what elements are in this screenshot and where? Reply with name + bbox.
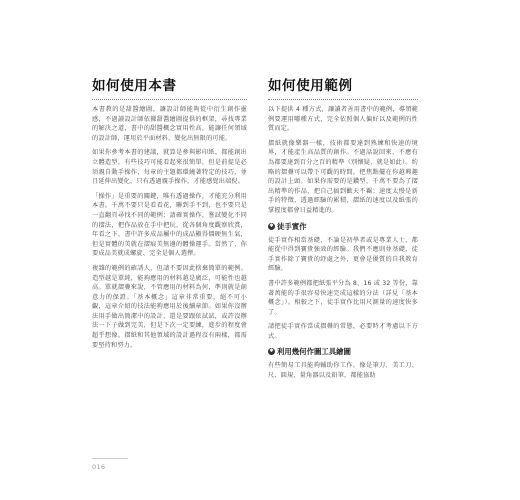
subsection-title-geometry: 利用幾何作圖工具繪圖 (277, 347, 351, 357)
freehand-paragraph-1: 徒手實作相當基礎，不論是初學者或是專業人士，都能從中得到寶貴強效的經驗。我們不應則並基礎，徒手實作除了寶貴的紓處之外，更會是優質的自我教育經驗。 (268, 236, 418, 273)
left-paragraph-1: 本書教的是甜醬繪圖，讓設計師能夠從中衍生創作靈感，不過讀設計師依據甜醬繪圖提供的框架，尋找專業的解決之道，書中的甜醬概念實用性高，能讓任何領域的設計師，運用於平面材料、變化出無限的可能。 (92, 106, 247, 142)
left-paragraph-3: 「操作」是重要的關鍵，唯有透過操作，才能充分利用本書。千萬不要只是看看花，聯到手不到，也不要只是一直翻頁尋找不同的範例；請確實操作，嘗試變化不同的摺法，把作品放在手中把玩，從各個角度觀察欣賞，年看之下，書中許多成品屬中的成品顯得僵硬無生氣，但是實體的美就在摺痕美無邊的體操運手。當然了，你要成品美就成螺旋、完全是個人選擇。 (92, 192, 247, 258)
freehand-paragraph-3: 請把徒手實作當成摺疊的常態，必要時才考慮以下方式。 (268, 323, 418, 340)
subsection-heading-freehand (268, 221, 418, 232)
bullet-gear-icon: ✱ (269, 348, 274, 355)
bullet-gear-icon: ✱ (269, 222, 274, 229)
right-heading-rule (268, 99, 418, 100)
left-paragraph-4: 複雜的範例的確誘人，但請不要因此捨棄簡單的範例。造型越是單純，能夠應用的材料越是廣泛，可能性也越高。單就摺疊來說，不管應用的材料為何，準則就是創意力的保證。「基本概念」這章非常重要，絕不可小覷，這章介紹的技法能夠應用於後續章節。如果你沒辦法用手做出簡潔中的設計，還是要跟依試試，或許沒辦法一下子做到完美，但是下次一定要練，進步的程度會超乎想像。摺紙和其他領域的設計過程沒有兩樣，都需要堅持和努力。 (92, 264, 247, 349)
page-number-rule (92, 458, 128, 459)
right-column (268, 76, 418, 386)
right-paragraph-2: 摺紙就像樂器一樣，技術都要達到熟練和快速的境界，才能產生高品質的創作。不過話說回來，不應有為都要達到百分之百的精準（別懷疑，就是如此）。約略的摺疊可以帶下可觀的時間，把焦點擺在你越興趣的設計上頭。如果你需要的是鑽型，千萬不要為了摺出精準的作品，把自己搞到歡天不羈；速度太慢是新手的特徵，透過經驗的累積，摺紙的速度以及紙張的掌握度都會日益精進的。 (268, 139, 418, 214)
subsection-title-freehand: 徒手實作 (277, 221, 307, 231)
left-column (92, 76, 247, 355)
left-heading: 如何使用本書 (92, 78, 177, 94)
right-paragraph-1: 以下提供 4 種方式，讓讀者善用書中的範例，導領範例要運用哪種方式，完全依照個人偏好以及範例的性質而定。 (268, 106, 418, 133)
page-number: 016 (92, 463, 106, 471)
geometry-paragraph-1: 有些簡易工具能夠輔助你工作，像是筆刀、美工刀、尺、圓規、量角器以及鉛筆，都能協助 (268, 362, 418, 380)
subsection-heading-geometry (268, 346, 418, 357)
right-heading: 如何使用範例 (268, 78, 353, 94)
freehand-paragraph-2: 書中許多範例都把紙張平分為 8、16 或 32 等份，靠著萬能的手很容易快速完成這樣的分法（詳見「基本概念」）。相較之下，徒手實作比用尺測量的速度快多了。 (268, 279, 418, 316)
left-heading-rule (92, 99, 247, 100)
left-paragraph-2: 如果你參考本書的建議，就算是參與影印紙、都能創出立體造型。有些技巧可能看起來很簡單，但是前提是必須親自動手操作，每章的主題都環繞著特定的技巧，並且延伸出變化，只有透過親手操作，才能感覺出端倪。 (92, 149, 247, 186)
